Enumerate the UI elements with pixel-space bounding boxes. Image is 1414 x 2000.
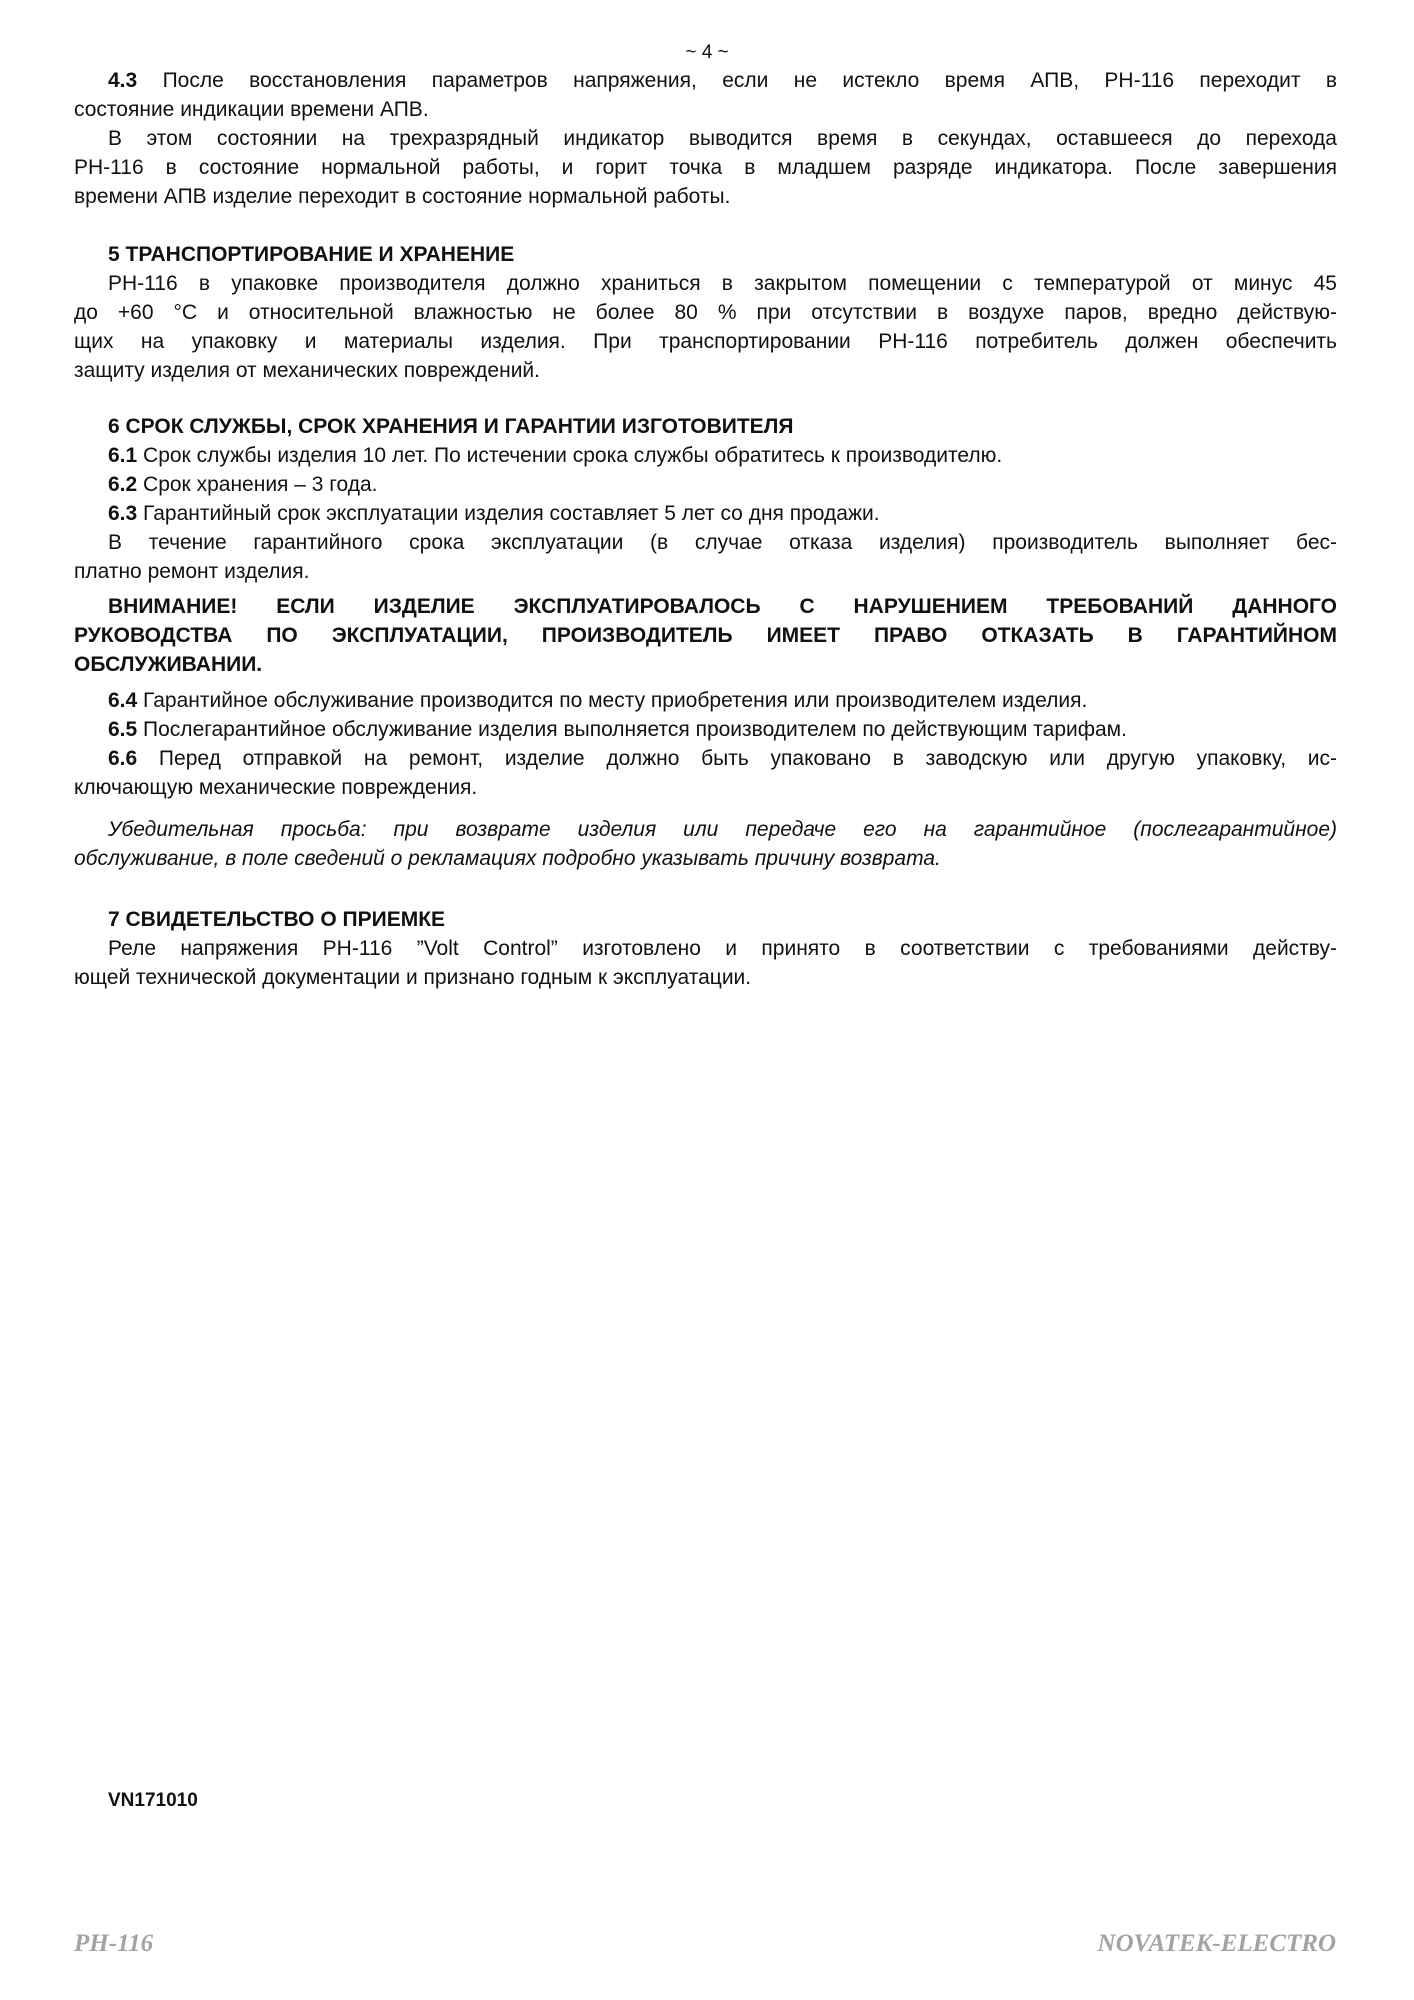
text-line bbox=[74, 298, 1337, 327]
text-line bbox=[74, 963, 1337, 992]
text-section bbox=[74, 686, 1337, 802]
line-text: 5 ТРАНСПОРТИРОВАНИЕ И ХРАНЕНИЕ bbox=[108, 243, 515, 266]
line-text: защиту изделия от механических повреждений. bbox=[74, 359, 540, 382]
text-section bbox=[74, 412, 1337, 586]
line-text: до +60 °С и относительной влажностью не более 80 % при отсутствии в воздухе паров, вредно действую- bbox=[74, 301, 1337, 324]
clause-number: 6.3 bbox=[108, 502, 138, 525]
line-text: обслуживание, в поле сведений о рекламациях подробно указывать причину возврата. bbox=[74, 847, 941, 870]
line-text: времени АПВ изделие переходит в состояние нормальной работы. bbox=[74, 185, 731, 208]
text-line bbox=[74, 715, 1337, 744]
line-text: платно ремонт изделия. bbox=[74, 560, 310, 583]
text-line bbox=[74, 844, 1337, 873]
text-line bbox=[74, 182, 1337, 211]
text-line bbox=[74, 934, 1337, 963]
line-text: ключающую механические повреждения. bbox=[74, 776, 478, 799]
line-text: Перед отправкой на ремонт, изделие должно быть упаковано в заводскую или другую упаковку, ис- bbox=[137, 747, 1337, 770]
text-line bbox=[74, 269, 1337, 298]
text-line bbox=[74, 95, 1337, 124]
text-line bbox=[74, 153, 1337, 182]
clause-number: 6.1 bbox=[108, 444, 138, 467]
text-section bbox=[74, 592, 1337, 679]
document-code: VN171010 bbox=[108, 1790, 198, 1811]
line-text: Срок хранения – 3 года. bbox=[137, 473, 378, 496]
text-line bbox=[74, 744, 1337, 773]
text-line bbox=[74, 815, 1337, 844]
clause-number: 6.2 bbox=[108, 473, 138, 496]
clause-number: 4.3 bbox=[108, 69, 138, 92]
clause-number: 6.4 bbox=[108, 689, 138, 712]
text-line bbox=[74, 499, 1337, 528]
page-number: ~ 4 ~ bbox=[685, 42, 729, 63]
clause-number: 6.5 bbox=[108, 718, 138, 741]
section-heading-line bbox=[74, 592, 1337, 621]
line-text: После восстановления параметров напряжения, если не истекло время АПВ, РН-116 переходит в bbox=[137, 69, 1337, 92]
text-line bbox=[74, 528, 1337, 557]
section-heading-line bbox=[74, 650, 1337, 679]
line-text: Убедительная просьба: при возврате изделия или передаче его на гарантийное (послегарантийное) bbox=[108, 818, 1337, 841]
line-text: Срок службы изделия 10 лет. По истечении срока службы обратитесь к производителю. bbox=[137, 444, 1003, 467]
section-heading-line bbox=[74, 240, 1337, 269]
text-line bbox=[74, 773, 1337, 802]
text-line bbox=[74, 441, 1337, 470]
line-text: РН-116 в состояние нормальной работы, и горит точка в младшем разряде индикатора. После завершения bbox=[74, 156, 1337, 179]
line-text: ВНИМАНИЕ! ЕСЛИ ИЗДЕЛИЕ ЭКСПЛУАТИРОВАЛОСЬ С НАРУШЕНИЕМ ТРЕБОВАНИЙ ДАННОГО bbox=[108, 595, 1337, 618]
text-line bbox=[74, 124, 1337, 153]
section-heading-line bbox=[74, 905, 1337, 934]
line-text: РУКОВОДСТВА ПО ЭКСПЛУАТАЦИИ, ПРОИЗВОДИТЕЛЬ ИМЕЕТ ПРАВО ОТКАЗАТЬ В ГАРАНТИЙНОМ bbox=[74, 624, 1337, 647]
text-section bbox=[74, 66, 1337, 211]
text-line bbox=[74, 557, 1337, 586]
line-text: Реле напряжения РН-116 ”Volt Control” изготовлено и принято в соответствии с требованиями действу- bbox=[108, 937, 1337, 960]
line-text: 7 СВИДЕТЕЛЬСТВО О ПРИЕМКЕ bbox=[108, 908, 446, 931]
line-text: состояние индикации времени АПВ. bbox=[74, 98, 429, 121]
line-text: щих на упаковку и материалы изделия. При транспортировании РН-116 потребитель должен обеспечить bbox=[74, 330, 1337, 353]
section-heading-line bbox=[74, 621, 1337, 650]
text-section bbox=[74, 815, 1337, 873]
text-line bbox=[74, 66, 1337, 95]
line-text: РН-116 в упаковке производителя должно храниться в закрытом помещении с температурой от минус 45 bbox=[108, 272, 1337, 295]
text-line bbox=[74, 686, 1337, 715]
line-text: Гарантийный срок эксплуатации изделия составляет 5 лет со дня продажи. bbox=[137, 502, 880, 525]
line-text: Гарантийное обслуживание производится по месту приобретения или производителем изделия. bbox=[137, 689, 1088, 712]
footer-product-name: PH-116 bbox=[74, 1930, 154, 1957]
text-section bbox=[74, 905, 1337, 992]
clause-number: 6.6 bbox=[108, 747, 138, 770]
line-text: ющей технической документации и признано годным к эксплуатации. bbox=[74, 966, 752, 989]
text-section bbox=[74, 240, 1337, 385]
line-text: В этом состоянии на трехразрядный индикатор выводится время в секундах, оставшееся до перехода bbox=[108, 127, 1337, 150]
line-text: Послегарантийное обслуживание изделия выполняется производителем по действующим тарифам. bbox=[137, 718, 1127, 741]
text-line bbox=[74, 356, 1337, 385]
footer-company-name: NOVATEK-ELECTRO bbox=[1097, 1930, 1336, 1957]
text-line bbox=[74, 470, 1337, 499]
line-text: 6 СРОК СЛУЖБЫ, СРОК ХРАНЕНИЯ И ГАРАНТИИ ИЗГОТОВИТЕЛЯ bbox=[108, 415, 794, 438]
section-heading-line bbox=[74, 412, 1337, 441]
text-line bbox=[74, 327, 1337, 356]
line-text: В течение гарантийного срока эксплуатации (в случае отказа изделия) производитель выполняет бес- bbox=[108, 531, 1337, 554]
line-text: ОБСЛУЖИВАНИИ. bbox=[74, 653, 263, 676]
